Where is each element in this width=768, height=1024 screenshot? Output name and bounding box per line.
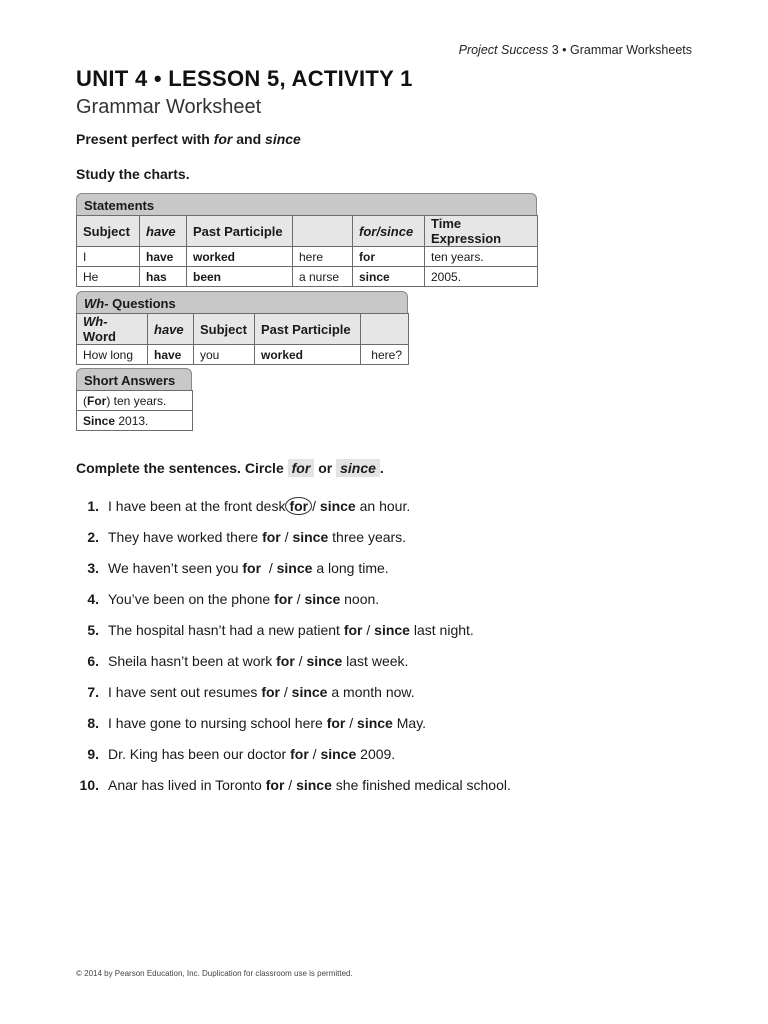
statements-chart [76,193,538,287]
item-text: The hospital hasn’t had a new patient [108,621,344,638]
table-cell: worked [255,345,361,365]
item-text: Sheila hasn’t been at work [108,652,277,669]
option-since[interactable]: since [320,745,357,762]
table-row [77,411,193,431]
option-for[interactable]: for [265,776,285,793]
item-text-end: noon. [340,590,380,607]
table-row [77,345,409,365]
table-row [77,267,538,287]
option-for[interactable]: for [276,652,295,669]
item-text: They have worked there [108,528,263,545]
short-answers-chart [76,368,193,431]
item-text: I have been at the front desk [108,497,286,514]
item-slash: / [294,652,307,669]
sa-for-rest: ) ten years. [106,393,167,408]
table-cell: here [293,247,353,267]
header-cell [77,314,148,345]
table-cell: I [77,247,140,267]
option-for-circled[interactable]: for [285,497,312,515]
list-item [76,552,696,583]
table-cell: has [140,267,187,287]
table-cell: you [194,345,255,365]
item-text-end: last week. [342,652,409,669]
option-for[interactable]: for [262,528,281,545]
header-cell: Past Participle [255,314,361,345]
item-slash: / [284,776,297,793]
item-number: 7. [87,683,99,700]
short-answers-table [76,390,193,431]
list-item [76,769,696,800]
item-number: 6. [87,652,99,669]
item-number: 9. [87,745,99,762]
item-text: I have sent out resumes [108,683,262,700]
list-item [76,738,696,769]
table-cell: here? [361,345,409,365]
series-name: Project Success [458,43,549,57]
item-text-end: an hour. [355,497,411,514]
sa-since-rest: 2013. [115,413,149,428]
list-item [76,521,696,552]
exercise-list [76,490,696,800]
item-slash: / [362,621,375,638]
option-for[interactable]: for [290,745,309,762]
statements-table [76,215,538,287]
option-since[interactable]: since [304,590,341,607]
wh-word-italic: Wh- [83,314,108,329]
table-cell: have [140,247,187,267]
table-cell: been [187,267,293,287]
option-since[interactable]: since [357,714,393,731]
topic-part-a: Present perfect with [76,131,214,147]
table-cell: a nurse [293,267,353,287]
item-number: 1. [87,497,99,514]
table-cell: have [148,345,194,365]
list-item [76,707,696,738]
option-for[interactable]: for [326,714,346,731]
study-label: Study the charts. [76,166,190,182]
item-text-end: last night. [409,621,474,638]
option-since[interactable]: since [296,776,332,793]
item-number: 10. [79,776,99,793]
instr-or: or [314,460,337,476]
header-cell: have [148,314,194,345]
option-for[interactable]: for [343,621,363,638]
option-for[interactable]: for [274,590,293,607]
header-cell: Past Participle [187,216,293,247]
list-item [76,676,696,707]
option-since[interactable]: since [291,683,328,700]
header-cell: Subject [194,314,255,345]
wh-word-rest: Word [83,329,116,344]
item-text: I have gone to nursing school here [108,714,327,731]
topic-heading [76,131,301,147]
table-header-row [77,216,538,247]
page-title: UNIT 4 • LESSON 5, ACTIVITY 1 [76,66,413,91]
short-answers-tab: Short Answers [76,368,192,390]
table-cell: since [353,267,425,287]
table-cell: He [77,267,140,287]
topic-part-since: since [265,131,301,147]
item-number: 4. [87,590,99,607]
list-item [76,645,696,676]
header-cell: Subject [77,216,140,247]
item-text-end: a month now. [327,683,415,700]
running-header [459,43,692,57]
wh-questions-chart [76,291,409,365]
item-slash: / [279,683,292,700]
option-for[interactable]: for [261,683,280,700]
option-since[interactable]: since [374,621,410,638]
table-cell: How long [77,345,148,365]
wh-questions-tab [76,291,408,313]
item-slash: / [308,745,321,762]
wh-questions-table [76,313,409,365]
header-cell: Time Expression [425,216,538,247]
sa-paren-open: ( [83,393,87,408]
table-cell [77,391,193,411]
item-number: 2. [87,528,99,545]
item-text-end: a long time. [312,559,389,576]
table-cell: worked [187,247,293,267]
topic-part-for: for [213,131,233,147]
table-header-row [77,314,409,345]
item-slash: / [312,497,320,514]
table-cell: ten years. [425,247,538,267]
table-row [77,247,538,267]
item-number: 5. [87,621,99,638]
header-cell: have [140,216,187,247]
list-item [76,614,696,645]
header-cell [361,314,409,345]
item-text-end: she finished medical school. [331,776,511,793]
option-since[interactable]: since [292,528,329,545]
instr-since: since [336,459,380,477]
item-slash: / [292,590,305,607]
sa-for: For [87,393,107,408]
list-item [76,490,696,521]
item-slash: / [261,559,277,576]
page-subtitle: Grammar Worksheet [76,96,262,118]
table-cell: 2005. [425,267,538,287]
option-since[interactable]: since [319,497,356,514]
item-slash: / [280,528,293,545]
list-item [76,583,696,614]
instr-for: for [288,459,315,477]
table-row [77,391,193,411]
option-since[interactable]: since [276,559,313,576]
header-cell [293,216,353,247]
item-text: You’ve been on the phone [108,590,275,607]
item-text: Anar has lived in Toronto [108,776,266,793]
instr-text: Complete the sentences. Circle [76,460,288,476]
exercise-instructions [76,460,384,476]
table-cell: for [353,247,425,267]
instr-end: . [379,460,384,476]
item-number: 3. [87,559,99,576]
item-text-end: May. [392,714,427,731]
item-number: 8. [87,714,99,731]
option-for[interactable]: for [242,559,262,576]
item-text-end: 2009. [356,745,396,762]
table-cell [77,411,193,431]
item-text-end: three years. [328,528,407,545]
series-rest: 3 • Grammar Worksheets [548,43,692,57]
item-slash: / [345,714,358,731]
header-cell: for/since [353,216,425,247]
statements-tab: Statements [76,193,537,215]
wh-tab-italic: Wh- [84,296,109,311]
item-text: We haven’t seen you [108,559,243,576]
sa-since: Since [83,413,116,428]
copyright-footer: © 2014 by Pearson Education, Inc. Duplication for classroom use is permitted. [76,969,353,978]
wh-tab-rest: Questions [108,296,176,311]
topic-part-and: and [232,131,266,147]
option-since[interactable]: since [306,652,343,669]
item-text: Dr. King has been our doctor [108,745,291,762]
